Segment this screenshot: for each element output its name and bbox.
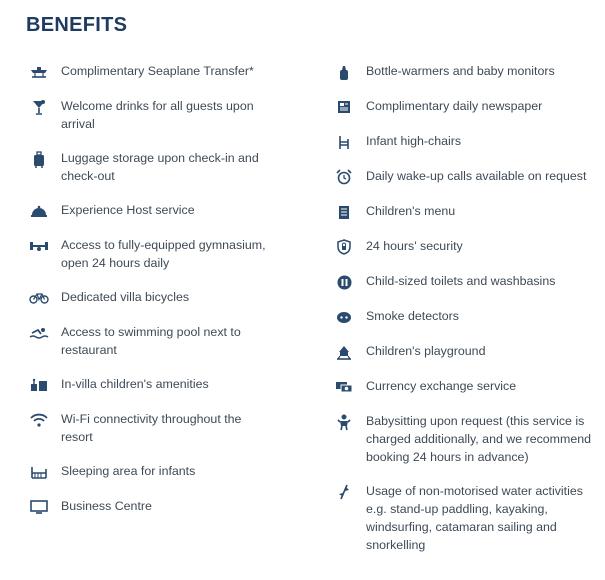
benefit-item xyxy=(28,97,268,133)
baby-bottle-icon xyxy=(333,63,355,81)
page-title: BENEFITS xyxy=(26,14,128,36)
luggage-icon xyxy=(28,150,50,168)
benefit-label: 24 hours' security xyxy=(366,239,463,253)
benefit-item xyxy=(28,62,268,81)
benefit-item xyxy=(333,342,595,361)
seaplane-icon xyxy=(28,63,50,81)
benefit-label: Dedicated villa bicycles xyxy=(61,290,190,304)
benefit-item xyxy=(28,323,268,359)
benefit-item xyxy=(333,307,595,326)
benefit-label: Access to swimming pool next to restaurant xyxy=(61,325,241,357)
benefit-item xyxy=(28,236,268,272)
benefit-label: Luggage storage upon check-in and check-out xyxy=(61,151,259,183)
benefit-label: Child-sized toilets and washbasins xyxy=(366,274,556,288)
benefit-item xyxy=(333,97,595,116)
high-chair-icon xyxy=(333,133,355,151)
benefit-label: Access to fully-equipped gymnasium, open 24 hours daily xyxy=(61,238,266,270)
service-bell-icon xyxy=(28,202,50,220)
toilet-icon xyxy=(333,273,355,291)
water-sports-icon xyxy=(333,483,355,501)
benefit-item xyxy=(333,482,595,554)
benefit-label: Children's playground xyxy=(366,344,486,358)
benefit-label: Wi-Fi connectivity throughout the resort xyxy=(61,412,242,444)
benefits-column-left xyxy=(28,62,268,532)
benefit-label: Daily wake-up calls available on request xyxy=(366,169,587,183)
benefit-label: Complimentary Seaplane Transfer* xyxy=(61,64,254,78)
benefit-item xyxy=(333,377,595,396)
benefit-label: Bottle-warmers and baby monitors xyxy=(366,64,555,78)
benefit-item xyxy=(28,201,268,220)
wifi-icon xyxy=(28,411,50,429)
benefit-item xyxy=(333,132,595,151)
benefit-item xyxy=(28,462,268,481)
swimmer-icon xyxy=(28,324,50,342)
benefit-item xyxy=(333,202,595,221)
benefit-item xyxy=(28,149,268,185)
benefit-label: Experience Host service xyxy=(61,203,195,217)
benefit-item xyxy=(28,375,268,394)
smoke-detector-icon xyxy=(333,308,355,326)
benefit-label: In-villa children's amenities xyxy=(61,377,209,391)
benefit-label: Children's menu xyxy=(366,204,456,218)
benefits-column-right xyxy=(333,62,595,570)
cocktail-icon xyxy=(28,98,50,116)
benefit-label: Complimentary daily newspaper xyxy=(366,99,543,113)
benefit-item xyxy=(333,62,595,81)
benefit-label: Sleeping area for infants xyxy=(61,464,196,478)
benefit-item xyxy=(333,167,595,186)
monitor-icon xyxy=(28,498,50,516)
babysitting-icon xyxy=(333,413,355,431)
playground-icon xyxy=(333,343,355,361)
newspaper-icon xyxy=(333,98,355,116)
toys-icon xyxy=(28,376,50,394)
benefit-label: Business Centre xyxy=(61,499,152,513)
benefit-label: Smoke detectors xyxy=(366,309,459,323)
benefit-item xyxy=(333,237,595,256)
alarm-clock-icon xyxy=(333,168,355,186)
benefit-item xyxy=(28,288,268,307)
benefit-label: Usage of non-motorised water activities e.g. stand-up paddling, kayaking, windsurfing, catamaran sailing and snorkelling xyxy=(366,484,583,552)
benefit-item xyxy=(28,410,268,446)
shield-lock-icon xyxy=(333,238,355,256)
benefit-label: Currency exchange service xyxy=(366,379,517,393)
benefit-item xyxy=(333,272,595,291)
benefit-label: Welcome drinks for all guests upon arrival xyxy=(61,99,254,131)
benefit-label: Infant high-chairs xyxy=(366,134,462,148)
currency-exchange-icon xyxy=(333,378,355,396)
menu-book-icon xyxy=(333,203,355,221)
benefit-item xyxy=(333,412,595,466)
benefit-label: Babysitting upon request (this service is charged additionally, and we recommend booking 24 hours in advance) xyxy=(366,414,591,464)
bicycle-icon xyxy=(28,289,50,307)
benefit-item xyxy=(28,497,268,516)
crib-icon xyxy=(28,463,50,481)
dumbbell-icon xyxy=(28,237,50,255)
